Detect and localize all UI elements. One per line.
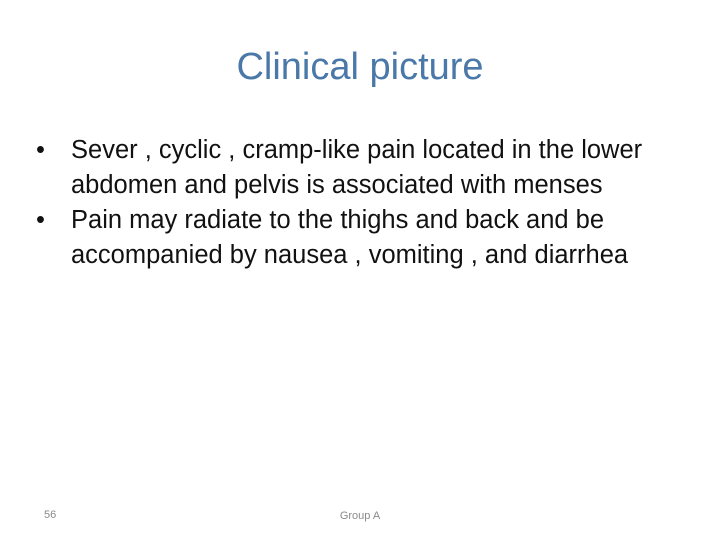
- slide-title: Clinical picture: [236, 46, 484, 88]
- bullet-text: Pain may radiate to the thighs and back and be accompanied by nausea , vomiting , and diarrhea: [71, 206, 629, 269]
- bullet-item: [36, 203, 676, 273]
- slide-number: 56: [44, 509, 57, 521]
- bullet-marker: •: [36, 136, 45, 164]
- bullet-text: Sever , cyclic , cramp-like pain located in the lower abdomen and pelvis is associated with menses: [71, 136, 643, 199]
- bullet-item: [36, 133, 676, 203]
- bullet-marker: •: [36, 206, 45, 234]
- bullet-list: [36, 133, 676, 273]
- footer-text: Group A: [339, 510, 381, 522]
